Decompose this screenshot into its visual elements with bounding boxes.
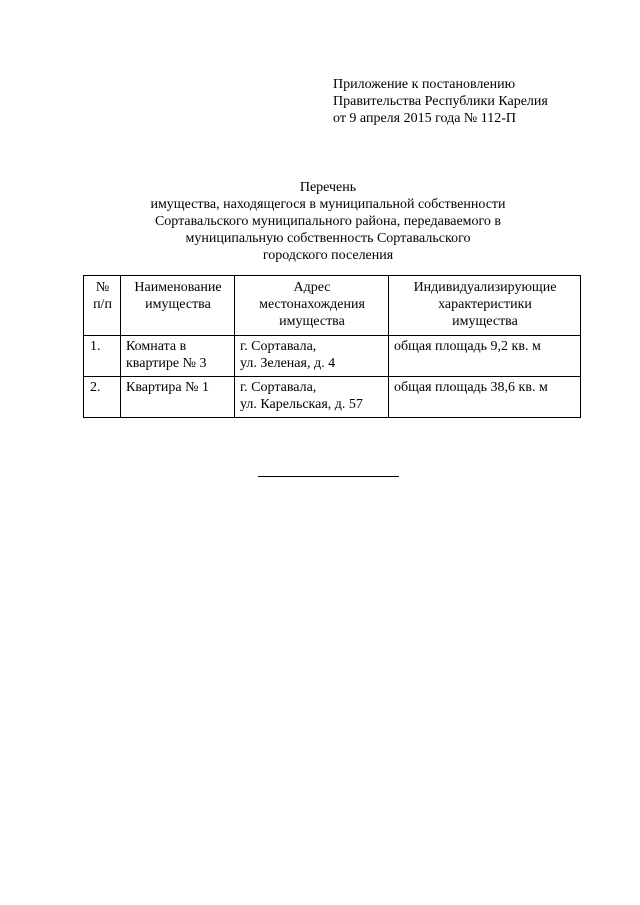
header-line: п/п	[93, 297, 112, 312]
header-characteristics	[389, 276, 581, 336]
cell-line: г. Сортавала,	[240, 339, 317, 354]
cell-line: ул. Карельская, д. 57	[240, 397, 363, 412]
appendix-line: от 9 апреля 2015 года № 112-П	[333, 111, 517, 126]
cell-line: квартире № 3	[126, 356, 207, 371]
title-line: Сортавальского муниципального района, передаваемого в	[154, 214, 502, 229]
title-line: Перечень	[299, 180, 357, 195]
appendix-reference	[333, 76, 623, 127]
row-name	[121, 377, 235, 418]
header-address	[235, 276, 389, 336]
document-title	[100, 179, 556, 264]
table-row	[84, 377, 581, 418]
appendix-line: Приложение к постановлению	[333, 77, 516, 92]
header-line: Адрес	[293, 280, 331, 295]
row-address	[235, 377, 389, 418]
table-header-row	[84, 276, 581, 336]
row-number: 1.	[84, 336, 121, 377]
property-table	[83, 275, 581, 418]
cell-line: Квартира № 1	[126, 380, 209, 395]
row-address	[235, 336, 389, 377]
cell-line: г. Сортавала,	[240, 380, 317, 395]
header-line: имущества	[145, 297, 211, 312]
cell-line: ул. Зеленая, д. 4	[240, 356, 336, 371]
row-characteristics: общая площадь 38,6 кв. м	[389, 377, 581, 418]
header-line: Наименование	[134, 280, 222, 295]
appendix-line: Правительства Республики Карелия	[333, 94, 548, 109]
header-name	[121, 276, 235, 336]
header-line: №	[95, 280, 110, 295]
header-line: Индивидуализирующие	[413, 280, 557, 295]
row-name	[121, 336, 235, 377]
row-characteristics: общая площадь 9,2 кв. м	[389, 336, 581, 377]
table-row	[84, 336, 581, 377]
header-line: имущества	[452, 314, 518, 329]
header-number	[84, 276, 121, 336]
row-number: 2.	[84, 377, 121, 418]
header-line: местонахождения	[259, 297, 365, 312]
title-line: муниципальную собственность Сортавальского	[185, 231, 471, 246]
separator-line	[258, 476, 399, 477]
header-line: характеристики	[438, 297, 532, 312]
cell-line: Комната в	[126, 339, 187, 354]
title-line: городского поселения	[262, 248, 394, 263]
header-line: имущества	[279, 314, 345, 329]
title-line: имущества, находящегося в муниципальной собственности	[150, 197, 506, 212]
